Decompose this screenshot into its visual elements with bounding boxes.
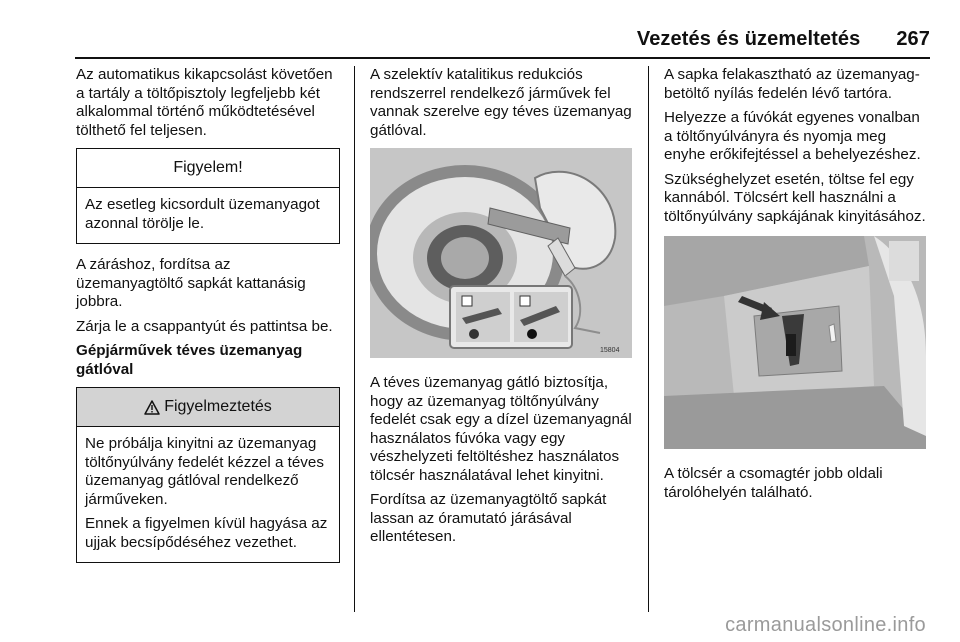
flap-instruction: Zárja le a csappantyút és pattintsa be. bbox=[76, 317, 333, 335]
intro-paragraph: A szelektív katalitikus redukciós rendszerrel rendelkező járművek fel vannak szerelve egy téves üzemanyag gátlóval. bbox=[370, 66, 632, 139]
intro-paragraph: Az automatikus kikapcsolást követően a tartály a töltőpisztoly legfeljebb két alkalommal történő működtetésével tölthető fel teljesen. bbox=[76, 66, 333, 139]
column-divider-right bbox=[648, 66, 649, 612]
body-paragraph: Szükséghelyzet esetén, töltse fel egy kannából. Tölcsért kell használni a töltőnyúlvány sapkájának kinyitásához. bbox=[664, 170, 926, 225]
section-title: Vezetés és üzemeltetés bbox=[636, 28, 861, 50]
column-3 bbox=[664, 66, 926, 508]
warning-box-title: Figyelmeztetés bbox=[164, 397, 272, 415]
column-2 bbox=[370, 66, 632, 553]
header-rule bbox=[75, 57, 930, 59]
trunk-funnel-illustration bbox=[664, 236, 926, 449]
warning-box-header bbox=[77, 388, 339, 427]
body-paragraph: A sapka felakasztható az üzemanyag-betöltő nyílás fedelén lévő tartóra. bbox=[664, 66, 920, 102]
warning-paragraph: Ne próbálja kinyitni az üzemanyag töltőnyúlvány fedelét kézzel a téves üzemanyag gátlóval rendelkező járműveken. bbox=[85, 435, 324, 508]
body-paragraph: Helyezze a fúvókát egyenes vonalban a töltőnyúlványra és nyomja meg enyhe erőkifejtéssel a behelyezéshez. bbox=[664, 109, 921, 163]
page-title bbox=[637, 28, 930, 51]
warning-paragraph: Ennek a figyelmen kívül hagyása az ujjak becsípődéséhez vezethet. bbox=[85, 515, 328, 551]
notice-box bbox=[76, 148, 340, 244]
section-heading: Gépjárművek téves üzemanyag gátlóval bbox=[76, 342, 303, 378]
watermark: carmanualsonline.info bbox=[725, 614, 926, 636]
notice-box-title: Figyelem! bbox=[77, 149, 339, 188]
page-number: 267 bbox=[896, 28, 930, 50]
close-instruction: A záráshoz, fordítsa az üzemanyagtöltő sapkát kattanásig jobbra. bbox=[76, 256, 306, 310]
notice-box-text: Az esetleg kicsordult üzemanyagot azonnal törölje le. bbox=[85, 196, 320, 232]
figure-code: 15804 bbox=[600, 347, 620, 354]
figure-caption: A tölcsér a csomagtér jobb oldali tárolóhelyén található. bbox=[664, 465, 883, 501]
turn-cap-paragraph: Fordítsa az üzemanyagtöltő sapkát lassan az óramutató járásával ellentétesen. bbox=[370, 491, 607, 545]
column-divider-left bbox=[354, 66, 355, 612]
column-1 bbox=[76, 66, 340, 575]
warning-box bbox=[76, 387, 340, 563]
warning-triangle-icon bbox=[144, 400, 160, 415]
misfuel-paragraph: A téves üzemanyag gátló biztosítja, hogy az üzemanyag töltőnyúlvány fedelét csak egy a dízel üzemanyagnál használatos fúvóka vagy egy vészhelyzeti feltöltéshez használatos tölcsér használatával lehet kinyitni. bbox=[370, 374, 632, 484]
fuel-filler-illustration bbox=[370, 148, 632, 358]
